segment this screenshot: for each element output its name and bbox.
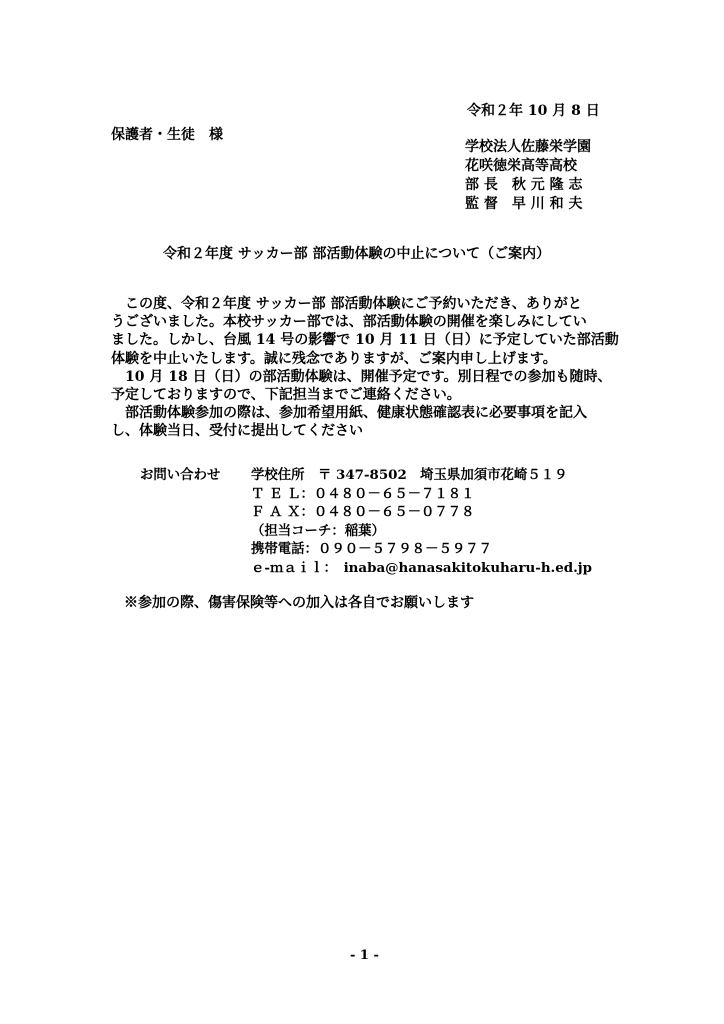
school-address: 学校住所 〒 347-8502 埼玉県加須市花崎５１９ xyxy=(251,467,568,483)
sender-head-coach: 監 督 早 川 和 夫 xyxy=(465,196,583,212)
mobile-number: 携帯電話：０９０－５７９８－５９７７ xyxy=(251,541,493,558)
fax-number: Ｆ Ａ Ｘ：０４８０－６５－０７７８ xyxy=(251,504,475,521)
contact-person: （担当コーチ：稲葉） xyxy=(251,522,385,539)
body-line: 10 月 18 日（日）の部活動体験は、開催予定です。別日程での参加も随時、 xyxy=(111,368,612,385)
sender-school-name: 花咲徳栄高等高校 xyxy=(465,158,577,174)
body-line: 体験を中止いたします。誠に残念でありますが、ご案内申し上げます。 xyxy=(111,350,557,367)
document-title: 令和２年度 サッカー部 部活動体験の中止について（ご案内） xyxy=(163,246,551,262)
body-line: この度、令和２年度 サッカー部 部活動体験にご予約いただき、ありがと xyxy=(111,296,582,312)
sender-school-corporation: 学校法人佐藤栄学園 xyxy=(465,139,591,155)
recipient: 保護者・生徒 様 xyxy=(111,127,223,143)
body-line: し、体験当日、受付に提出してください xyxy=(111,423,363,440)
telephone-number: Ｔ Ｅ Ｌ：０４８０－６５－７１８１ xyxy=(251,485,475,502)
email-address: ｅ-ｍａｉｌ： inaba@hanasakitokuharu-h.ed.jp xyxy=(251,559,592,576)
sender-block xyxy=(465,138,591,214)
issue-date: 令和２年 10 月 8 日 xyxy=(467,103,600,119)
body-text xyxy=(111,295,631,441)
body-line: 予定しておりますので、下記担当までご連絡ください。 xyxy=(111,386,461,403)
contact-label: お問い合わせ xyxy=(140,467,221,483)
body-line: うございました。本校サッカー部では、部活動体験の開催を楽しみにしてい xyxy=(111,314,587,331)
insurance-note: ※参加の際、傷害保険等への加入は各自でお願いします xyxy=(124,595,474,611)
body-line: 部活動体験参加の際は、参加希望用紙、健康状態確認表に必要事項を記入 xyxy=(111,405,587,422)
page-number: - 1 - xyxy=(350,948,379,963)
body-line: ました。しかし、台風 14 号の影響で 10 月 11 日（日）に予定していた部活動 xyxy=(111,332,619,349)
sender-club-director: 部 長 秋 元 隆 志 xyxy=(465,177,583,193)
